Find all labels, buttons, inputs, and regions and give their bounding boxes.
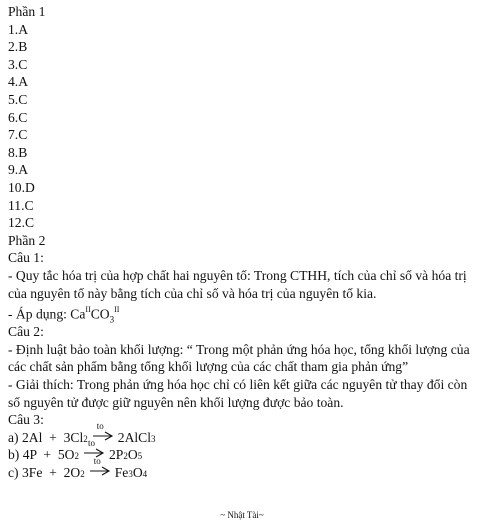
question-2-label: Câu 2:	[8, 324, 44, 340]
answer-item: 5.C	[8, 91, 28, 107]
temperature-mark: to	[96, 420, 104, 431]
equation-c: c) 3Fe + 2O 2 to Fe 3 O 4	[8, 455, 148, 480]
answer-item: 11.C	[8, 197, 34, 213]
explanation-text: - Giải thích: Trong phản ứng hóa học chỉ có liên kết giữa các nguyên tử thay đổi còn số nguyên tử được giữ nguyên nên khối lượng được bảo toàn.	[8, 377, 468, 410]
temperature-mark: to	[93, 455, 101, 466]
equation-a: a) 2Al + 3Cl 2 to 2AlCl 3	[8, 420, 156, 445]
part2-title: Phần 2	[8, 232, 46, 248]
apply-formula	[8, 302, 480, 323]
answer-item: 7.C	[8, 127, 28, 143]
eq-a-product: 2AlCl	[117, 429, 151, 445]
reaction-arrow	[89, 455, 111, 477]
part1-answer-list	[8, 21, 480, 232]
eq-c-reactants: c) 3Fe + 2O	[8, 464, 81, 480]
eq-c-product-mid: O	[132, 464, 143, 480]
arrow-right-icon	[89, 465, 111, 477]
answer-item: 3.C	[8, 56, 28, 72]
eq-c-product: Fe	[114, 464, 129, 480]
answer-item: 10.D	[8, 179, 35, 195]
equation-b: b) 4P + 5O 2 to 2P 2 O 5	[8, 438, 143, 463]
temperature-mark: to	[87, 438, 95, 449]
answer-item: 2.B	[8, 39, 28, 55]
conservation-law-text: - Định luật bảo toàn khối lượng: “ Trong một phản ứng hóa học, tổng khối lượng của các chất sản phẩm bằng tổng khối lượng của các chất tham gia phản ứng”	[8, 341, 470, 375]
author-signature: ~ Nhật Tài~	[220, 510, 264, 520]
answer-item: 8.B	[8, 144, 28, 160]
eq-b-product: 2P	[108, 447, 124, 463]
answer-item: 12.C	[8, 215, 35, 231]
valence-rule-text: - Quy tắc hóa trị của hợp chất hai nguyên tố: Trong CTHH, tích của chỉ số và hóa trị của nguyên tố này bằng tích của chỉ số và hóa trị của nguyên tố kia.	[8, 267, 467, 301]
question-1-label: Câu 1:	[8, 250, 44, 266]
apply-mid: CO	[90, 306, 110, 322]
eq-b-reactants: b) 4P + 5O	[8, 447, 75, 463]
reaction-arrow	[92, 420, 114, 442]
ca-valence: II	[85, 305, 91, 315]
answer-item: 9.A	[8, 162, 29, 178]
co3-valence: II	[114, 305, 120, 315]
answer-item: 4.A	[8, 74, 29, 90]
eq-a-reactants: a) 2Al + 3Cl	[8, 429, 84, 445]
document-body	[8, 3, 480, 482]
co3-subscript: 3	[109, 314, 115, 325]
answer-item: 6.C	[8, 109, 28, 125]
arrow-right-icon	[92, 430, 114, 442]
apply-prefix: - Áp dụng: Ca	[8, 306, 86, 322]
question-3-label: Câu 3:	[8, 412, 44, 428]
part1-title: Phần 1	[8, 4, 46, 19]
eq-b-product-mid: O	[127, 447, 138, 463]
answer-item: 1.A	[8, 21, 29, 37]
